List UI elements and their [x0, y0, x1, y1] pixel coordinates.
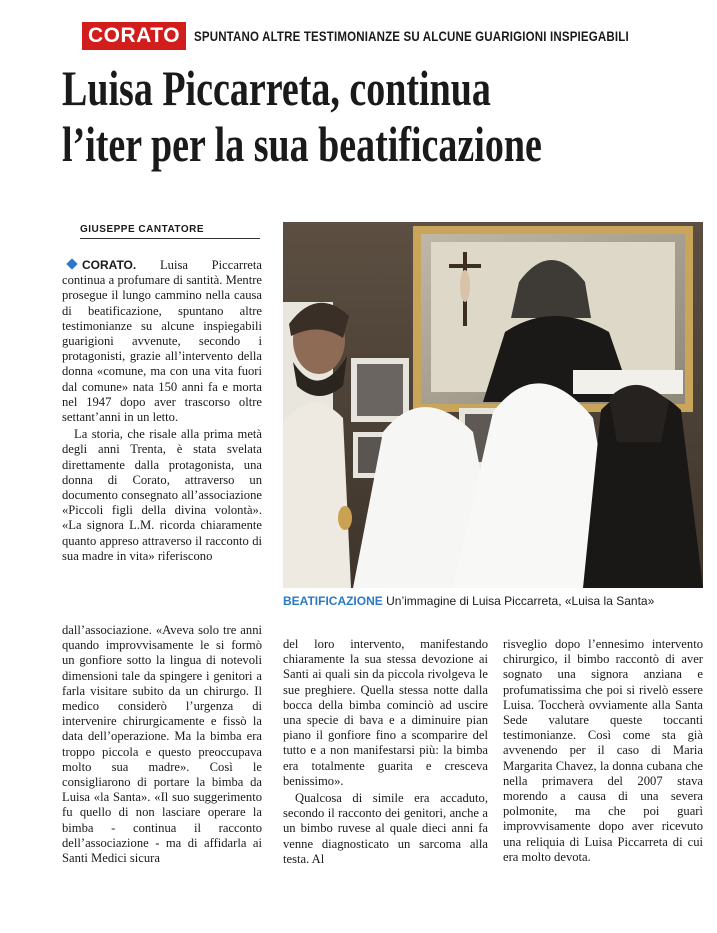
column-2-paragraph-2: Qualcosa di simile era accaduto, secondo il racconto dei genitori, anche a un bimbo ruvese al quale dieci anni fa venne diagnosticato un sarcoma alla testa. Al	[283, 791, 488, 866]
article-headline	[62, 60, 712, 172]
article-photo	[283, 222, 703, 588]
photo-caption	[283, 594, 703, 608]
byline: GIUSEPPE CANTATORE	[80, 224, 260, 239]
paragraph-2-continued: dall’associazione. «Aveva solo tre anni quando improvvisamente le si formò un gonfiore sotto la lingua di notevoli dimensioni tale da spingere i genitori a farla visitare subito da un chirurgo. Il medico considerò l’urgenza di intervenire chirurgicamente e fissò la data dell’operazione. Ma la bimba era troppo piccola e questo preoccupava molto sua madre». Così le consigliarono di portare la bimba da Luisa «la Santa». «Il suo suggerimento fu quello di non lasciare operare la bimba - continua il racconto dell’associazione - ma di affidarla ai Santi Medici sicura	[62, 623, 262, 866]
paragraph-2: La storia, che risale alla prima metà degli anni Trenta, è stata svelata direttamente dalla protagonista, una donna di Corato, attraverso un documento consegnato all’associazione «Piccoli figli della divina volontà». «La signora L.M. ricorda chiaramente quanto appreso attraverso il racconto di sua madre in vita» riferiscono	[62, 427, 262, 563]
bullet-diamond-icon	[66, 258, 77, 269]
headline-line-1: Luisa Piccarreta, continua	[62, 60, 491, 116]
article-column-1-top	[62, 258, 262, 564]
headline-line-2: l’iter per la sua beatificazione	[62, 116, 542, 172]
article-column-3	[503, 637, 703, 865]
caption-text: Un’immagine di Luisa Piccarreta, «Luisa la Santa»	[386, 594, 655, 608]
section-kicker	[82, 22, 700, 50]
article-column-2	[283, 637, 488, 867]
caption-tag: BEATIFICAZIONE	[283, 594, 383, 608]
column-2-paragraph-1: del loro intervento, manifestando chiaramente la sua stessa devozione ai Santi ai quali sin da piccola rivolgeva le sue preghiere. Quella stessa notte dalla bocca della bimba cominciò ad uscire una specie di bava e a diminuire pian piano il gonfiore fino a scomparire del tutto e a non manifestarsi più: la bimba era totalmente guarita e cresceva benissimo».	[283, 637, 488, 788]
article-column-1-bottom	[62, 623, 262, 866]
section-badge: CORATO	[82, 22, 186, 50]
kicker-headline: SPUNTANO ALTRE TESTIMONIANZE SU ALCUNE GUARIGIONI INSPIEGABILI	[194, 28, 629, 44]
dateline: CORATO.	[82, 258, 137, 272]
column-3-paragraph-1: risveglio dopo l’ennesimo intervento chirurgico, il bimbo raccontò di aver sognato una signora anziana e profumatissima che poi si rivelò essere Luisa. Toccherà ovviamente alla Santa Sede valutare queste toccanti testimonianze. Così come sta già avvenendo per il caso di Maria Margarita Chavez, la donna cubana che nella primavera del 2007 stava morendo a causa di una severa polmonite, ma che poi guarì improvvisamente dopo aver ricevuto una reliquia di Luisa Piccarreta di cui era molto devota.	[503, 637, 703, 864]
paragraph-1: Luisa Piccarreta continua a profumare di santità. Mentre prosegue il lungo cammino nella causa di beatificazione, spuntano altre testimonianze su alcune inspiegabili guarigioni avvenute, secondo i protagonisti, grazie all’intervento della donna «comune, ma con una vita fuori dal comune» nata 150 anni fa e morta nel 1947 dopo aver trascorso oltre settant’anni in un letto.	[62, 258, 262, 425]
photo-illustration	[283, 222, 703, 588]
